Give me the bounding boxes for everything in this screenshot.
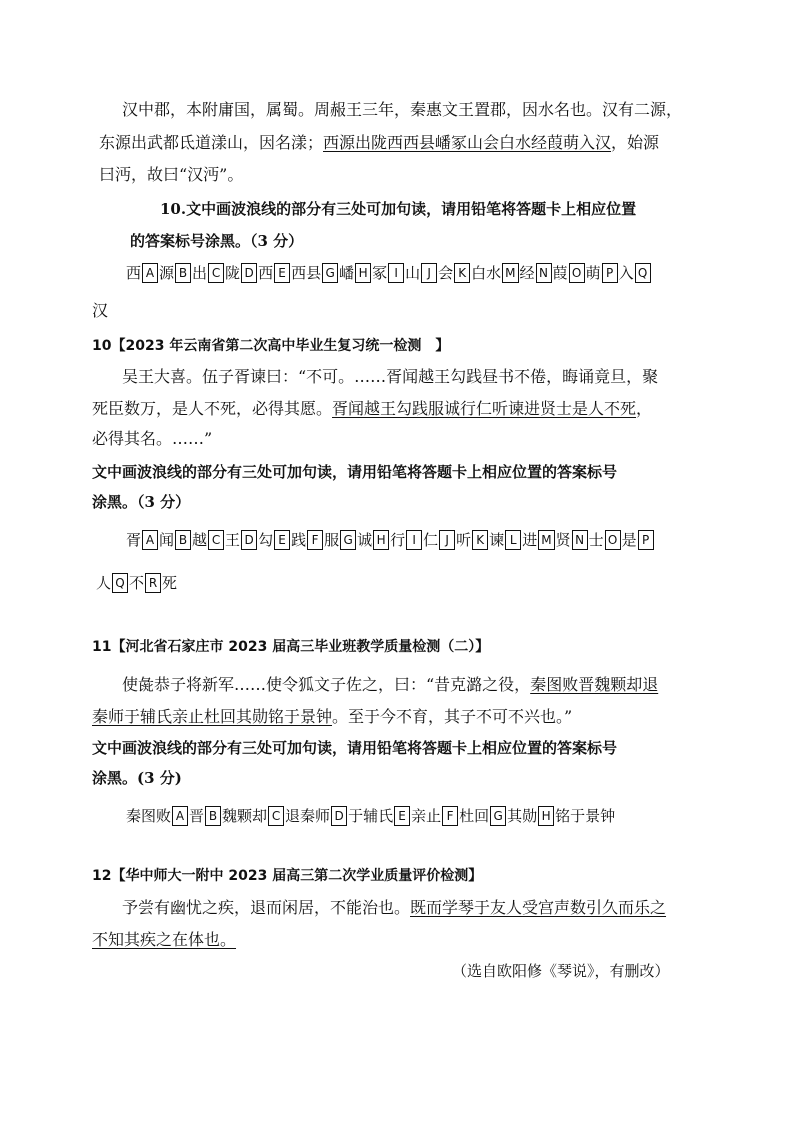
q10b-question-line-1: 文中画波浪线的部分有三处可加句读，请用铅笔将答题卡上相应位置的答案标号 — [92, 463, 618, 481]
q11-option-box-F[interactable]: F — [442, 806, 458, 826]
q10a-token-2: 源 — [159, 264, 175, 282]
q10a-options-tail: 汉 — [92, 301, 109, 320]
q10b-line2-pre: 死臣数万，是人不死，必得其愿。 — [92, 399, 333, 418]
q10b-options — [126, 529, 655, 550]
q10b-option-box-A[interactable]: A — [142, 530, 158, 550]
q10a-token-6: 陇 — [225, 264, 241, 282]
q10b-token-16: 行 — [390, 531, 406, 549]
q11-token-12: 杜回 — [459, 807, 490, 825]
q10b-token-4: 越 — [192, 531, 208, 549]
q10a-option-box-I[interactable]: I — [388, 263, 404, 283]
q10b-row2-token-4: 死 — [162, 574, 178, 592]
q10b-option-box-F[interactable]: F — [307, 530, 323, 550]
q11-token-4: 魏颗却 — [222, 807, 268, 825]
q10a-token-4: 出 — [192, 264, 208, 282]
q10a-line2-pre: 东源出武都氐道漾山，因名漾； — [99, 133, 324, 152]
q10b-options-row-2 — [96, 572, 177, 593]
q10b-wavy-segment: 胥闻越王勾践服诚行仁听谏进贤士是人不死 — [332, 399, 637, 418]
q11-option-box-C[interactable]: C — [268, 806, 284, 826]
q10b-option-box-D[interactable]: D — [241, 530, 257, 550]
q11-line2-post: 。至于今不育，其子不可不兴也。” — [332, 707, 573, 726]
q11-token-14: 其勋 — [507, 807, 538, 825]
q10a-token-28: 入 — [618, 264, 634, 282]
q10b-token-22: 谏 — [489, 531, 505, 549]
q10a-passage-line-1: 汉中郡，本附庸国，属蜀。周赧王三年，秦惠文王置郡，因水名也。汉有二源， — [122, 100, 683, 119]
q10b-token-12: 服 — [324, 531, 340, 549]
q10a-token-20: 白水 — [471, 264, 502, 282]
q10a-option-box-C[interactable]: C — [208, 263, 224, 283]
q10b-option-box-N[interactable]: N — [572, 530, 588, 550]
q12-source: （选自欧阳修《琴说》，有删改） — [452, 962, 670, 980]
q10a-option-box-E[interactable]: E — [274, 263, 290, 283]
q10b-option-box-B[interactable]: B — [175, 530, 191, 550]
q11-token-2: 晋 — [189, 807, 205, 825]
q10b-token-0: 胥 — [126, 531, 142, 549]
q11-option-box-H[interactable]: H — [538, 806, 554, 826]
q11-option-box-A[interactable]: A — [172, 806, 188, 826]
q10a-passage-line-2 — [99, 132, 659, 154]
q10b-token-24: 进 — [522, 531, 538, 549]
q10b-token-6: 王 — [225, 531, 241, 549]
q10b-header: 10【2023 年云南省第二次高中毕业生复习统一检测 】 — [92, 338, 450, 354]
q10a-wavy-segment: 西源出陇西西县嶓冢山会白水经葭萌入汉 — [323, 133, 612, 152]
q10a-token-10: 西县 — [291, 264, 322, 282]
q10b-row2-token-2: 不 — [129, 574, 145, 592]
q10b-passage-line-2 — [92, 398, 652, 420]
q10b-row2-option-box-Q[interactable]: Q — [112, 573, 128, 593]
q10a-passage-line-3: 曰沔，故曰“汉沔”。 — [99, 165, 244, 184]
q10a-option-box-H[interactable]: H — [355, 263, 371, 283]
q10a-option-box-G[interactable]: G — [322, 263, 338, 283]
q10b-option-box-M[interactable]: M — [538, 530, 554, 550]
q10a-line2-post: ，始源 — [611, 133, 660, 152]
q10a-question-line-1: 10.文中画波浪线的部分有三处可加句读，请用铅笔将答题卡上相应位置 — [160, 200, 637, 218]
q11-line1-pre: 使彘恭子将新军……使令狐文子佐之，曰：“昔克潞之役， — [122, 675, 531, 694]
q11-passage-line-2 — [92, 706, 572, 728]
q10a-token-26: 萌 — [585, 264, 601, 282]
q10a-option-box-A[interactable]: A — [142, 263, 158, 283]
q10b-option-box-E[interactable]: E — [274, 530, 290, 550]
q11-token-10: 亲止 — [411, 807, 442, 825]
q12-passage-line-2 — [92, 929, 236, 951]
q11-token-0: 秦图败 — [126, 807, 172, 825]
q10b-token-30: 是 — [621, 531, 637, 549]
q12-wavy-segment-2: 不知其疾之在体也。 — [92, 930, 237, 949]
q10b-question-line-2: 涂黑。（3 分） — [92, 493, 191, 511]
q11-wavy-segment-1: 秦图败晋魏颗却退 — [530, 675, 659, 694]
q11-token-6: 退秦师 — [285, 807, 331, 825]
q10a-token-22: 经 — [519, 264, 535, 282]
q10a-option-box-M[interactable]: M — [502, 263, 518, 283]
q11-wavy-segment-2: 秦师于辅氏亲止杜回其勋铭于景钟 — [92, 707, 333, 726]
q10b-option-box-P[interactable]: P — [638, 530, 654, 550]
q10a-option-box-B[interactable]: B — [175, 263, 191, 283]
q10b-row2-token-0: 人 — [96, 574, 112, 592]
q10a-token-0: 西 — [126, 264, 142, 282]
q12-line1-pre: 予尝有幽忧之疾，退而闲居，不能治也。 — [122, 898, 411, 917]
q12-header: 12【华中师大一附中 2023 届高三第二次学业质量评价检测】 — [92, 868, 483, 884]
q10a-token-16: 山 — [405, 264, 421, 282]
q10a-token-8: 西 — [258, 264, 274, 282]
q10b-token-28: 士 — [588, 531, 604, 549]
q10a-option-box-Q[interactable]: Q — [635, 263, 651, 283]
q11-passage-line-1 — [122, 674, 658, 696]
q10a-token-12: 嶓 — [339, 264, 355, 282]
q10a-option-box-K[interactable]: K — [454, 263, 470, 283]
q12-passage-line-1 — [122, 897, 666, 919]
q11-option-box-G[interactable]: G — [490, 806, 506, 826]
q10b-option-box-I[interactable]: I — [406, 530, 422, 550]
q10a-options — [126, 262, 652, 283]
q10b-option-box-H[interactable]: H — [373, 530, 389, 550]
q10b-option-box-O[interactable]: O — [605, 530, 621, 550]
q11-option-box-D[interactable]: D — [331, 806, 347, 826]
q10b-option-box-J[interactable]: J — [439, 530, 455, 550]
q10b-token-2: 闻 — [159, 531, 175, 549]
q10b-token-18: 仁 — [423, 531, 439, 549]
q12-wavy-segment-1: 既而学琴于友人受宫声数引久而乐之 — [410, 898, 667, 917]
q10a-option-box-J[interactable]: J — [421, 263, 437, 283]
q10b-option-box-K[interactable]: K — [472, 530, 488, 550]
q10b-token-8: 勾 — [258, 531, 274, 549]
q10b-option-box-G[interactable]: G — [340, 530, 356, 550]
q11-header: 11【河北省石家庄市 2023 届高三毕业班教学质量检测（二）】 — [92, 639, 490, 655]
q10b-passage-line-1: 吴王大喜。伍子胥谏曰：“不可。……胥闻越王勾践昼书不倦，晦诵竟旦，聚 — [122, 367, 659, 386]
q10b-row2-option-box-R[interactable]: R — [145, 573, 161, 593]
q10a-option-box-D[interactable]: D — [241, 263, 257, 283]
q10b-token-20: 听 — [456, 531, 472, 549]
q10b-line2-post: ， — [636, 399, 653, 418]
q10b-option-box-C[interactable]: C — [208, 530, 224, 550]
q10a-question-line-2: 的答案标号涂黑。（3 分） — [130, 232, 304, 250]
q11-option-box-E[interactable]: E — [394, 806, 410, 826]
q10a-option-box-P[interactable]: P — [602, 263, 618, 283]
q10a-token-14: 冢 — [372, 264, 388, 282]
q10b-token-10: 践 — [291, 531, 307, 549]
q10b-token-14: 诚 — [357, 531, 373, 549]
q11-question-line-2: 涂黑。(3 分) — [92, 769, 182, 787]
q10b-token-26: 贤 — [555, 531, 571, 549]
q10a-token-24: 葭 — [552, 264, 568, 282]
q11-options — [126, 805, 615, 826]
q11-option-box-B[interactable]: B — [205, 806, 221, 826]
q10a-option-box-O[interactable]: O — [569, 263, 585, 283]
q11-question-line-1: 文中画波浪线的部分有三处可加句读，请用铅笔将答题卡上相应位置的答案标号 — [92, 739, 618, 757]
q10a-token-18: 会 — [438, 264, 454, 282]
q10a-option-box-N[interactable]: N — [536, 263, 552, 283]
q10b-option-box-L[interactable]: L — [505, 530, 521, 550]
q10b-passage-line-3: 必得其名。……” — [92, 429, 213, 448]
q11-token-8: 于辅氏 — [348, 807, 394, 825]
q11-token-16: 铭于景钟 — [555, 807, 616, 825]
